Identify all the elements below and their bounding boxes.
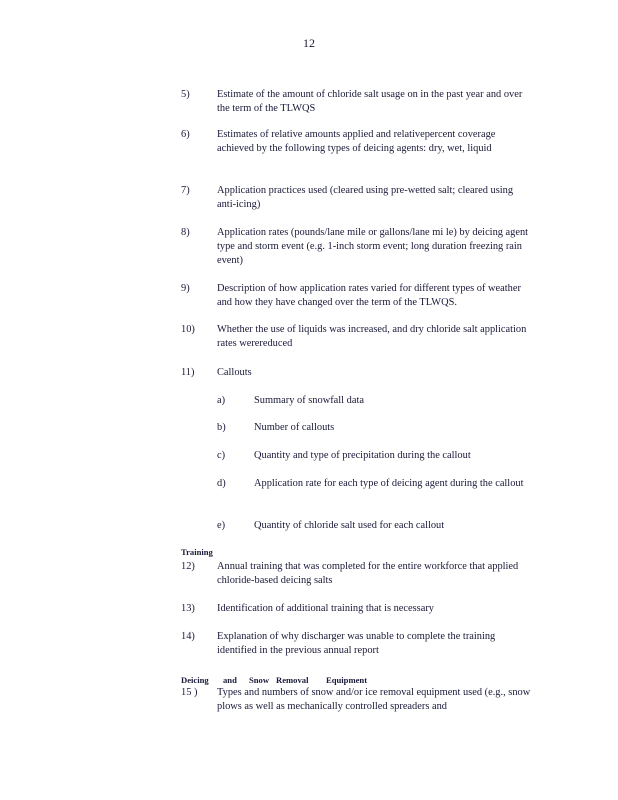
page-number: 12 bbox=[303, 36, 315, 50]
item-number: 14) bbox=[181, 631, 195, 642]
item-text: Whether the use of liquids was increased, and dry chloride salt application rates werereduced bbox=[217, 324, 527, 349]
item-text: Estimates of relative amounts applied and relativepercent coverage achieved by the following types of deicing agents: dry, wet, liquid bbox=[217, 129, 496, 154]
item-text: Callouts bbox=[217, 367, 252, 378]
item-letter: a) bbox=[217, 395, 226, 406]
item-number: 11) bbox=[181, 367, 195, 378]
item-text: Estimate of the amount of chloride salt usage on in the past year and over the term of the TLWQS bbox=[217, 89, 523, 114]
item-letter: e) bbox=[217, 520, 226, 531]
item-letter: c) bbox=[217, 450, 226, 461]
item-number: 13) bbox=[181, 603, 195, 614]
item-letter: d) bbox=[217, 478, 226, 489]
item-text: Identification of additional training that is necessary bbox=[217, 603, 434, 614]
item-text: Types and numbers of snow and/or ice removal equipment used (e.g., snow plows as well as mechanically controlled spreaders and bbox=[217, 687, 531, 712]
item-number: 9) bbox=[181, 283, 190, 294]
item-letter: b) bbox=[217, 422, 226, 433]
item-text: Application practices used (cleared using pre-wetted salt; cleared using anti-icing) bbox=[217, 185, 514, 210]
item-number: 8) bbox=[181, 227, 190, 238]
item-number: 5) bbox=[181, 89, 190, 100]
item-text: Number of callouts bbox=[254, 422, 335, 433]
item-text: Annual training that was completed for the entire workforce that applied chloride-based deicing salts bbox=[217, 561, 519, 586]
item-text: Description of how application rates varied for different types of weather and how they have changed over the term of the TLWQS. bbox=[217, 283, 521, 308]
heading-word: Removal bbox=[276, 675, 309, 685]
item-text: Application rate for each type of deicing agent during the callout bbox=[254, 478, 524, 489]
item-text: Quantity of chloride salt used for each callout bbox=[254, 520, 445, 531]
heading-word: Snow bbox=[249, 675, 270, 685]
item-number: 6) bbox=[181, 129, 190, 140]
item-text: Application rates (pounds/lane mile or gallons/lane mi le) by deicing agent type and storm event (e.g. 1-inch storm event; long duration freezing rain event) bbox=[217, 227, 529, 266]
item-number: 12) bbox=[181, 561, 195, 572]
training-heading: Training bbox=[181, 547, 213, 557]
item-text: Summary of snowfall data bbox=[254, 395, 364, 406]
item-number: 7) bbox=[181, 185, 190, 196]
item-number: 10) bbox=[181, 324, 195, 335]
heading-word: and bbox=[223, 675, 237, 685]
item-number: 15 ) bbox=[181, 687, 198, 698]
heading-word: Equipment bbox=[326, 675, 368, 685]
item-text: Quantity and type of precipitation during the callout bbox=[254, 450, 471, 461]
item-text: Explanation of why discharger was unable to complete the training identified in the previous annual report bbox=[217, 631, 496, 656]
heading-word: Deicing bbox=[181, 675, 209, 685]
